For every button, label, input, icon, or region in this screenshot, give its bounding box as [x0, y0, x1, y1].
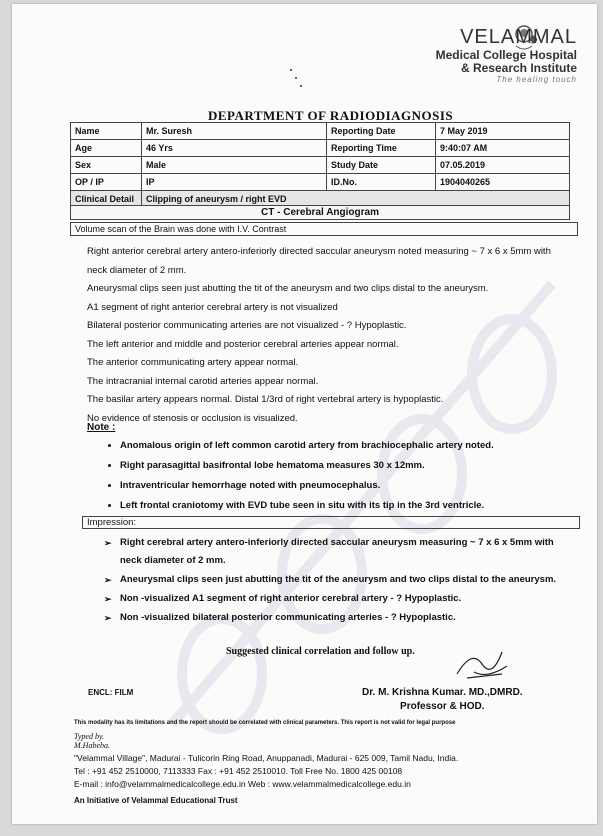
info-value: 07.05.2019 — [436, 157, 570, 174]
note-label: Note : — [87, 422, 116, 433]
patient-info-row — [71, 174, 570, 191]
doctor-block — [362, 686, 523, 714]
info-value: Male — [142, 157, 327, 174]
finding-item: Aneurysmal clips seen just abutting the tit of the aneurysm and two clips distal to the aneurysm. — [87, 283, 489, 294]
impression-text: Non -visualized A1 segment of right anterior cerebral artery - ? Hypoplastic. — [120, 593, 462, 604]
finding-item: Bilateral posterior communicating arteries are not visualized - ? Hypoplastic. — [87, 320, 407, 331]
hospital-tagline: The healing touch — [496, 75, 577, 84]
patient-info-row — [71, 123, 570, 140]
stray-marks — [287, 66, 307, 90]
doctor-signature — [452, 644, 512, 684]
info-value: 7 May 2019 — [436, 123, 570, 140]
impression-item — [104, 534, 564, 570]
enclosure: ENCL: FILM — [88, 688, 134, 697]
contact-line: Tel : +91 452 2510000, 7113333 Fax : +91 452 2510010. Toll Free No. 1800 425 00108 — [74, 766, 403, 776]
patient-info-row — [71, 157, 570, 174]
impression-item — [104, 609, 564, 627]
finding-item: A1 segment of right anterior cerebral artery is not visualized — [87, 301, 338, 313]
info-label: OP / IP — [71, 174, 142, 191]
doctor-name: Dr. M. Krishna Kumar. MD.,DMRD. — [362, 687, 523, 698]
arrow-bullet-icon: ➢ — [104, 613, 112, 623]
note-item: • Left frontal craniotomy with EVD tube seen in situ with its tip in the 3rd ventricle. — [120, 496, 580, 516]
finding-item: No evidence of stenosis or occlusion is visualized. — [87, 412, 298, 424]
info-value: 1904040265 — [436, 174, 570, 191]
volume-scan-note: Volume scan of the Brain was done with I.V. Contrast — [70, 222, 578, 236]
finding-item: Right anterior cerebral artery antero-inferiorly directed saccular aneurysm noted measuring ~ 7 x 6 x 5mm with neck diameter of 2 mm. — [87, 246, 551, 276]
typed-by-label: Typed by. — [74, 732, 105, 741]
initiative-line: An Initiative of Velammal Educational Trust — [74, 796, 238, 805]
typed-by-name: M.Habeba. — [74, 741, 110, 750]
hospital-brand: VELAMMAL — [460, 26, 577, 48]
note-item: • Anomalous origin of left common carotid artery from brachiocephalic artery noted. — [120, 436, 580, 456]
info-value: IP — [142, 174, 327, 191]
info-value: 9:40:07 AM — [436, 140, 570, 157]
patient-info-table — [70, 122, 570, 208]
note-item: • Intraventricular hemorrhage noted with pneumocephalus. — [120, 476, 580, 496]
impression-label: Impression: — [82, 516, 580, 529]
address-block — [74, 752, 458, 791]
info-label: Age — [71, 140, 142, 157]
info-label: ID.No. — [327, 174, 436, 191]
study-title: CT - Cerebral Angiogram — [70, 205, 570, 220]
impression-text: Right cerebral artery antero-inferiorly directed saccular aneurysm measuring ~ 7 x 6 x 5mm with neck diameter of 2 mm. — [120, 537, 554, 566]
info-label: Reporting Date — [327, 123, 436, 140]
disclaimer: This modality has its limitations and the report should be correlated with clinical parameters. This report is not valid for legal purpose — [74, 720, 456, 726]
report-page — [12, 4, 597, 824]
impression-item — [104, 590, 564, 608]
clinical-detail-value: Clipping of aneurysm / right EVD — [142, 191, 570, 208]
impression-text: Aneurysmal clips seen just abutting the tit of the aneurysm and two clips distal to the aneurysm. — [120, 574, 557, 585]
suggestion-text: Suggested clinical correlation and follow up. — [226, 646, 415, 657]
hospital-name-line2: Medical College Hospital — [435, 48, 577, 62]
department-title: DEPARTMENT OF RADIODIAGNOSIS — [208, 108, 454, 123]
note-item: • Right parasagittal basifrontal lobe hematoma measures 30 x 12mm. — [120, 456, 580, 476]
impression-item — [104, 571, 564, 589]
clinical-detail-label: Clinical Detail — [71, 191, 142, 208]
finding-item: The anterior communicating artery appear normal. — [87, 357, 299, 368]
arrow-bullet-icon: ➢ — [104, 538, 112, 548]
info-label: Sex — [71, 157, 142, 174]
patient-info-row — [71, 140, 570, 157]
impression-list — [104, 534, 564, 628]
info-label: Name — [71, 123, 142, 140]
info-label: Study Date — [327, 157, 436, 174]
typed-by — [74, 732, 110, 750]
hospital-name-line3: & Research Institute — [460, 61, 577, 75]
notes-list — [102, 436, 580, 516]
web-line: E-mail : info@velammalmedicalcollege.edu.in Web : www.velammalmedicalcollege.edu.in — [74, 779, 411, 789]
arrow-bullet-icon: ➢ — [104, 575, 112, 585]
finding-item: The left anterior and middle and posterior cerebral arteries appear normal. — [87, 338, 399, 350]
finding-item: The basilar artery appears normal. Distal 1/3rd of right vertebral artery is hypoplastic. — [87, 394, 444, 405]
arrow-bullet-icon: ➢ — [104, 594, 112, 604]
info-value: 46 Yrs — [142, 140, 327, 157]
impression-text: Non -visualized bilateral posterior communicating arteries - ? Hypoplastic. — [120, 612, 456, 623]
address-line: "Velammal Village", Madurai - Tulicorin Ring Road, Anuppanadi, Madurai - 625 009, Tamil Nadu, India. — [74, 753, 459, 763]
findings-section — [87, 243, 567, 428]
doctor-title: Professor & HOD. — [400, 701, 485, 712]
finding-item: The intracranial internal carotid arteries appear normal. — [87, 375, 319, 387]
hospital-logo — [417, 26, 577, 84]
info-label: Reporting Time — [327, 140, 436, 157]
info-value: Mr. Suresh — [142, 123, 327, 140]
